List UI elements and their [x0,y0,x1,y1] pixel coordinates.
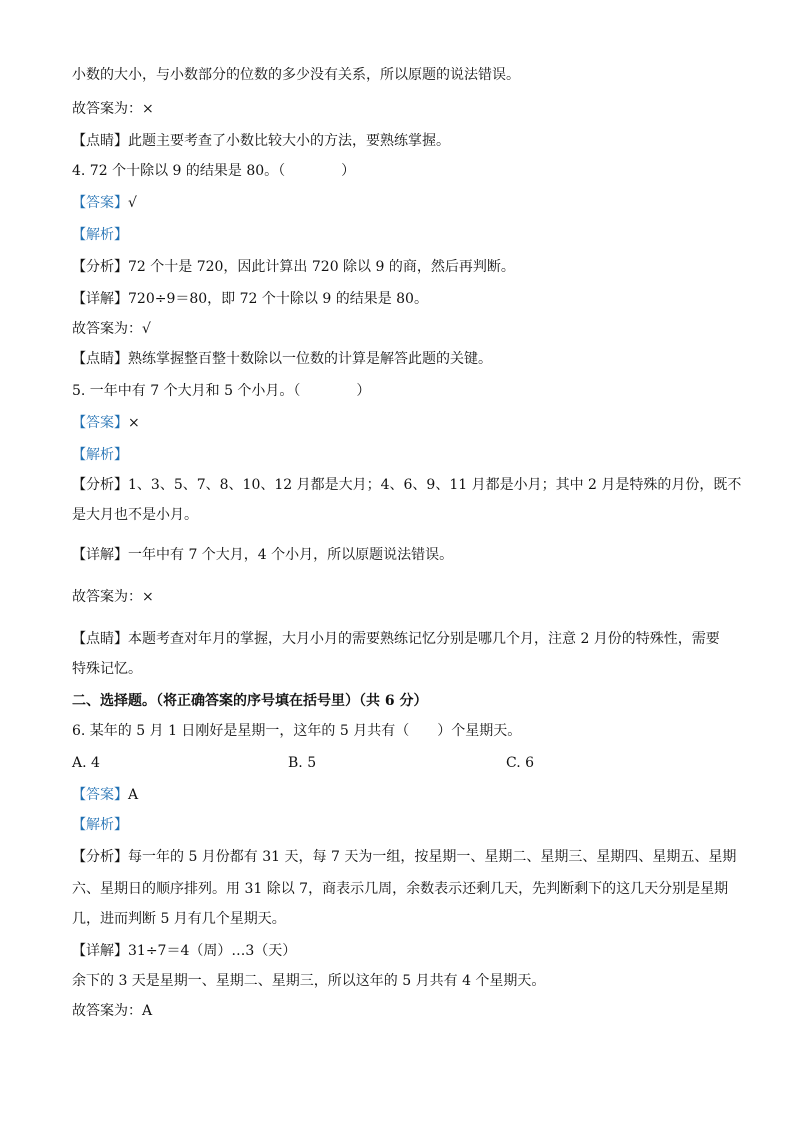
dianjing-tag: 【点睛】 [72,351,128,367]
q4-answer [72,194,137,212]
text: 4. 72 个十除以 9 的结果是 80。（ ） [72,163,356,179]
q6-final [72,1002,152,1020]
text: 31÷7＝4（周）…3（天） [128,943,297,959]
fenxi-tag: 【分析】 [72,477,128,493]
answer-value: A [128,787,139,803]
q6-answer [72,786,138,804]
paragraph [72,66,520,84]
q6-analysis [72,816,128,834]
answer-tag: 【答案】 [72,415,128,431]
q4-fenxi [72,258,515,276]
dianjing-line [72,132,450,150]
q5-fenxi-cont [72,506,198,524]
fenxi-tag: 【分析】 [72,849,128,865]
answer-value: √ [128,195,137,211]
q5-final [72,588,154,606]
section-heading [72,692,428,710]
q6-remain [72,972,545,990]
text: 二、选择题。（将正确答案的序号填在括号里）（共 6 分） [72,693,428,709]
text: 余下的 3 天是星期一、星期二、星期三，所以这年的 5 月共有 4 个星期天。 [72,973,546,989]
text: C. 6 [506,755,535,771]
xiangjie-tag: 【详解】 [72,291,128,307]
answer-line [72,100,154,118]
dianjing-tag: 【点睛】 [72,631,128,647]
text: 小数的大小，与小数部分的位数的多少没有关系，所以原题的说法错误。 [72,67,520,83]
q5-fenxi [72,476,741,494]
text: 720÷9＝80，即 72 个十除以 9 的结果是 80。 [128,291,428,307]
text: 72 个十是 720，因此计算出 720 除以 9 的商，然后再判断。 [128,259,515,275]
option-c [506,754,534,772]
analysis-tag: 【解析】 [72,817,128,833]
text: 几，进而判断 5 月有几个星期天。 [72,911,286,927]
answer-tag: 【答案】 [72,787,128,803]
text: 故答案为：A [72,1003,153,1019]
q6-xiangjie [72,942,296,960]
fenxi-tag: 【分析】 [72,259,128,275]
question-4 [72,162,355,180]
text: 1、3、5、7、8、10、12 月都是大月；4、6、9、11 月都是小月；其中 2 月是特殊的月份，既不 [128,477,742,493]
q5-xiangjie [72,546,453,564]
q6-fenxi-cont2 [72,910,286,928]
text: 6. 某年的 5 月 1 日刚好是星期一，这年的 5 月共有（ ）个星期天。 [72,723,522,739]
text: 特殊记忆。 [72,661,142,677]
text: 六、星期日的顺序排列。用 31 除以 7，商表示几周，余数表示还剩几天，先判断剩下的这几天分别是星期 [72,881,729,897]
question-6 [72,722,521,740]
text: 此题主要考查了小数比较大小的方法，要熟练掌握。 [128,133,450,149]
q5-analysis [72,446,128,464]
question-5 [72,382,370,400]
q5-answer [72,414,140,432]
q4-xiangjie [72,290,428,308]
text: B. 5 [288,755,317,771]
q6-fenxi-cont [72,880,728,898]
q6-fenxi [72,848,736,866]
text: 一年中有 7 个大月，4 个小月，所以原题说法错误。 [128,547,454,563]
text: 5. 一年中有 7 个大月和 5 个小月。（ ） [72,383,371,399]
q5-dianjing [72,630,720,648]
analysis-tag: 【解析】 [72,447,128,463]
q5-dianjing-cont [72,660,142,678]
text: 故答案为：× [72,101,154,117]
q4-analysis [72,226,128,244]
analysis-tag: 【解析】 [72,227,128,243]
text: 是大月也不是小月。 [72,507,198,523]
q4-dianjing [72,350,492,368]
text: A. 4 [72,755,100,771]
option-b [288,754,316,772]
text: 故答案为：√ [72,321,151,337]
q4-final [72,320,151,338]
text: 本题考查对年月的掌握，大月小月的需要熟练记忆分别是哪几个月，注意 2 月份的特殊性，需要 [128,631,720,647]
xiangjie-tag: 【详解】 [72,943,128,959]
dianjing-tag: 【点睛】 [72,133,128,149]
text: 故答案为：× [72,589,154,605]
option-a [72,754,100,772]
xiangjie-tag: 【详解】 [72,547,128,563]
text: 熟练掌握整百整十数除以一位数的计算是解答此题的关键。 [128,351,492,367]
answer-tag: 【答案】 [72,195,128,211]
text: 每一年的 5 月份都有 31 天，每 7 天为一组，按星期一、星期二、星期三、星期四、星期五、星期 [128,849,737,865]
answer-value: × [128,415,140,431]
